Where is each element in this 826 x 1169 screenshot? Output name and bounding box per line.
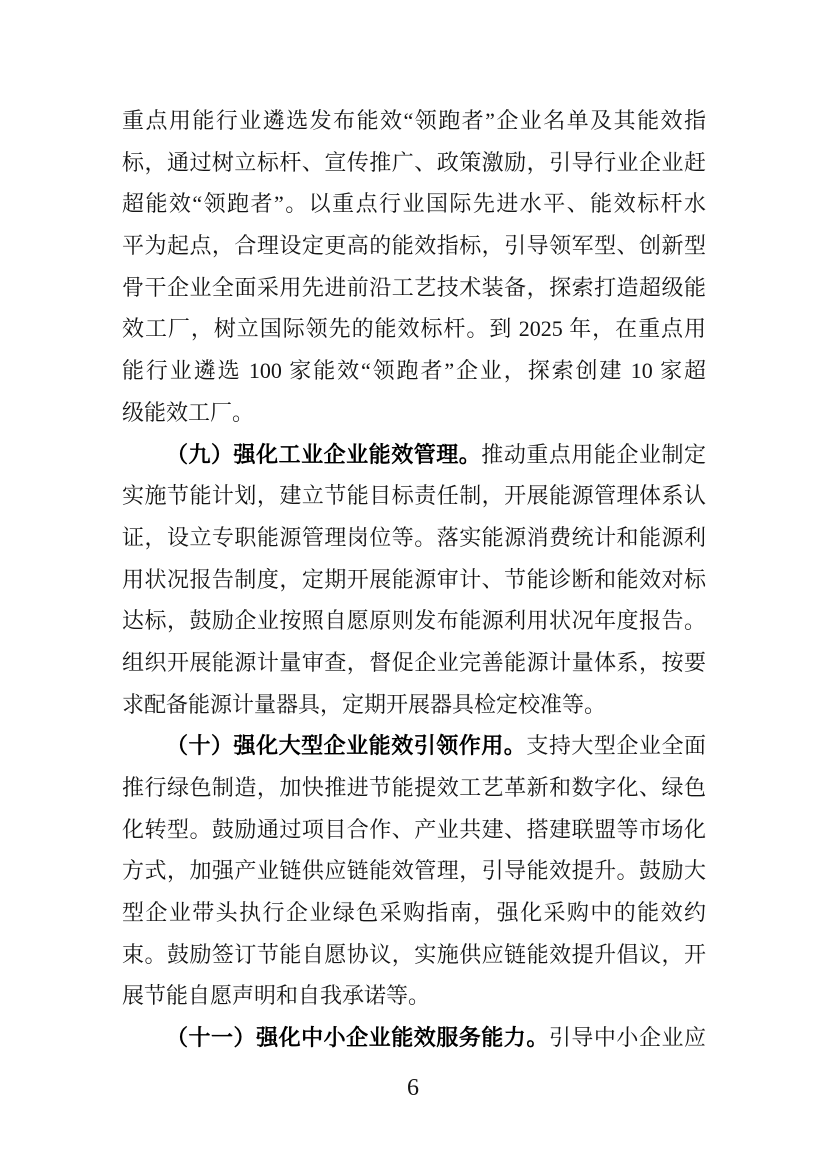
text-line	[122, 1017, 706, 1059]
text-line	[122, 517, 706, 559]
text-segment: 化转型。鼓励通过项目合作、产业共建、搭建联盟等市场化	[122, 816, 706, 842]
clause-heading: （十一）强化中小企业能效服务能力。	[166, 1025, 549, 1051]
text-line	[122, 392, 706, 434]
text-segment: 推动重点用能企业制定	[481, 441, 706, 467]
document-body	[122, 100, 706, 1059]
text-line	[122, 183, 706, 225]
para-clause-10	[122, 725, 706, 1017]
text-line	[122, 767, 706, 809]
text-segment: 证，设立专职能源管理岗位等。落实能源消费统计和能源利	[122, 524, 706, 550]
text-line	[122, 725, 706, 767]
text-line	[122, 934, 706, 976]
text-line	[122, 850, 706, 892]
text-segment: 能行业遴选 100 家能效“领跑者”企业，探索创建 10 家超	[122, 358, 706, 384]
text-segment: 束。鼓励签订节能自愿协议，实施供应链能效提升倡议，开	[122, 941, 706, 967]
text-line	[122, 600, 706, 642]
text-segment: 方式，加强产业链供应链能效管理，引导能效提升。鼓励大	[122, 858, 706, 884]
text-segment: 平为起点，合理设定更高的能效指标，引导领军型、创新型	[122, 233, 706, 259]
clause-heading: （十）强化大型企业能效引领作用。	[166, 733, 527, 759]
para-clause-11	[122, 1017, 706, 1059]
text-segment: 支持大型企业全面	[526, 733, 706, 759]
text-segment: 效工厂，树立国际领先的能效标杆。到 2025 年，在重点用	[122, 316, 706, 342]
para-energy-leaders-continuation	[122, 100, 706, 434]
text-segment: 达标，鼓励企业按照自愿原则发布能源利用状况年度报告。	[122, 608, 706, 634]
page-number: 6	[407, 1075, 419, 1101]
text-segment: 型企业带头执行企业绿色采购指南，强化采购中的能效约	[122, 900, 706, 926]
text-line	[122, 684, 706, 726]
text-segment: 展节能自愿声明和自我承诺等。	[122, 983, 431, 1009]
text-line	[122, 475, 706, 517]
text-segment: 超能效“领跑者”。以重点行业国际先进水平、能效标杆水	[122, 191, 706, 217]
text-segment: 求配备能源计量器具，定期开展器具检定校准等。	[122, 691, 607, 717]
text-segment: 推行绿色制造，加快推进节能提效工艺革新和数字化、绿色	[122, 775, 706, 800]
text-segment: 骨干企业全面采用先进前沿工艺技术装备，探索打造超级能	[122, 274, 706, 300]
text-line	[122, 975, 706, 1017]
text-line	[122, 100, 706, 142]
text-segment: 级能效工厂。	[122, 399, 255, 425]
text-segment: 组织开展能源计量审查，督促企业完善能源计量体系，按要	[122, 649, 706, 675]
text-line	[122, 267, 706, 309]
text-line	[122, 308, 706, 350]
text-line	[122, 142, 706, 184]
text-segment: 引导中小企业应	[548, 1025, 706, 1051]
text-line	[122, 559, 706, 601]
text-line	[122, 809, 706, 851]
text-line	[122, 642, 706, 684]
clause-heading: （九）强化工业企业能效管理。	[166, 441, 482, 467]
para-clause-9	[122, 434, 706, 726]
text-line	[122, 350, 706, 392]
text-segment: 实施节能计划，建立节能目标责任制，开展能源管理体系认	[122, 483, 706, 509]
text-line	[122, 225, 706, 267]
text-segment: 标，通过树立标杆、宣传推广、政策激励，引导行业企业赶	[122, 149, 706, 175]
text-line	[122, 434, 706, 476]
text-line	[122, 892, 706, 934]
text-segment: 用状况报告制度，定期开展能源审计、节能诊断和能效对标	[122, 566, 706, 592]
text-segment: 重点用能行业遴选发布能效“领跑者”企业名单及其能效指	[122, 108, 706, 133]
